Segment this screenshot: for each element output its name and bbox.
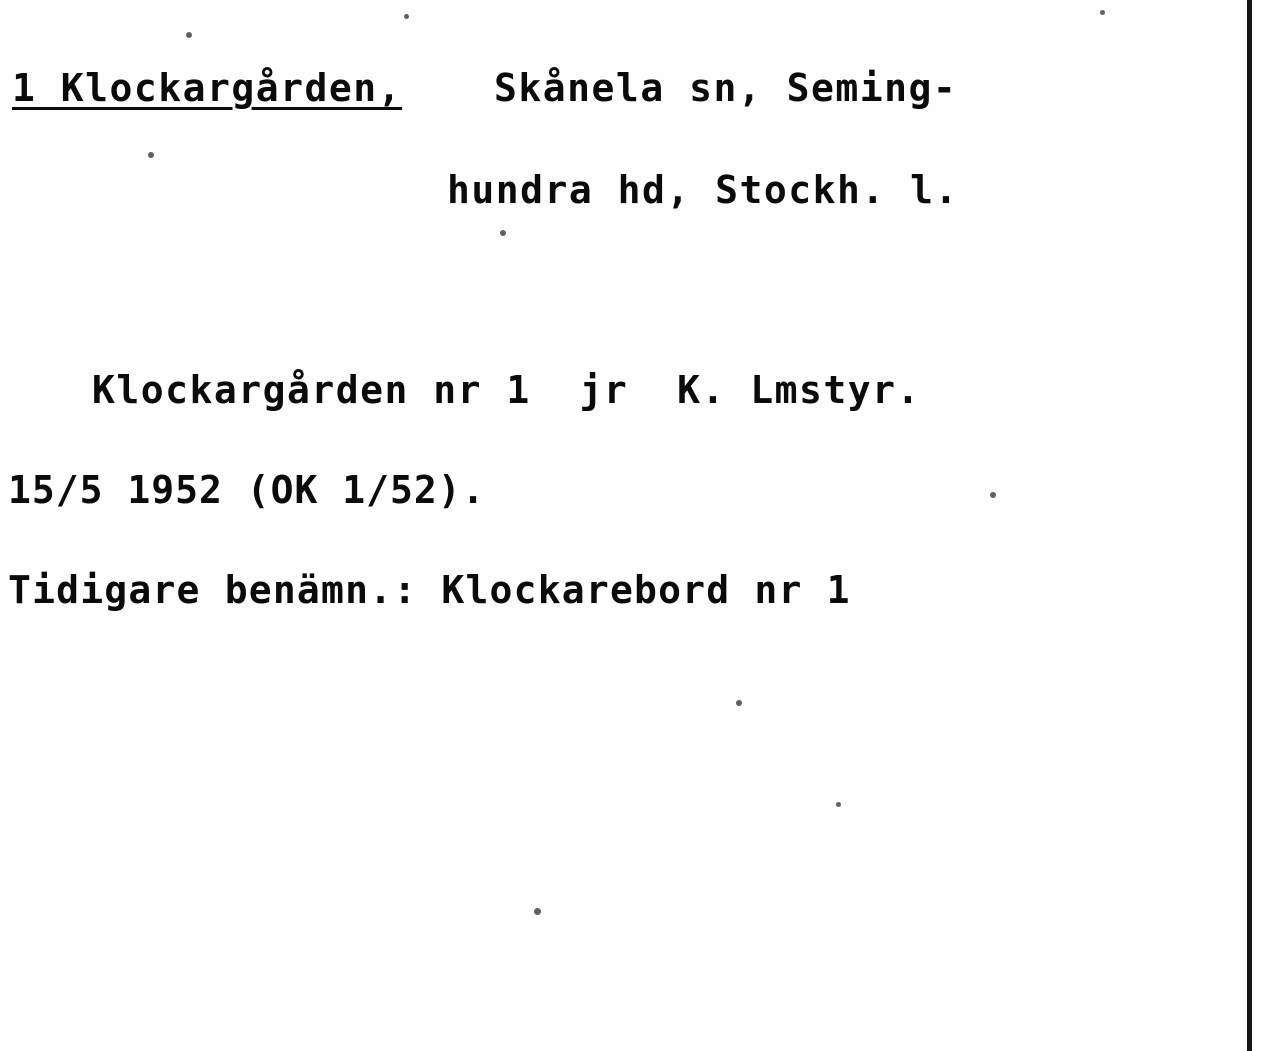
body-line-1: Klockargården nr 1 jr K. Lmstyr.: [92, 368, 921, 412]
scan-speck: [186, 32, 192, 38]
scan-speck: [148, 152, 154, 158]
scan-speck: [500, 230, 506, 236]
location-line-2: hundra hd, Stockh. l.: [447, 168, 959, 212]
entry-name-underlined: 1 Klockargården,: [12, 66, 403, 110]
scan-speck: [990, 492, 996, 498]
location-line-1: Skånela sn, Seming-: [494, 66, 958, 110]
card-heading-line: [12, 66, 957, 110]
scan-speck: [836, 802, 841, 807]
scan-speck: [736, 700, 742, 706]
scan-speck: [534, 908, 541, 915]
body-line-3: Tidigare benämn.: Klockarebord nr 1: [8, 568, 851, 612]
card-right-edge-rule: [1247, 0, 1252, 1051]
scan-speck: [1100, 10, 1105, 15]
scan-speck: [404, 14, 409, 19]
body-line-2: 15/5 1952 (OK 1/52).: [8, 468, 486, 512]
